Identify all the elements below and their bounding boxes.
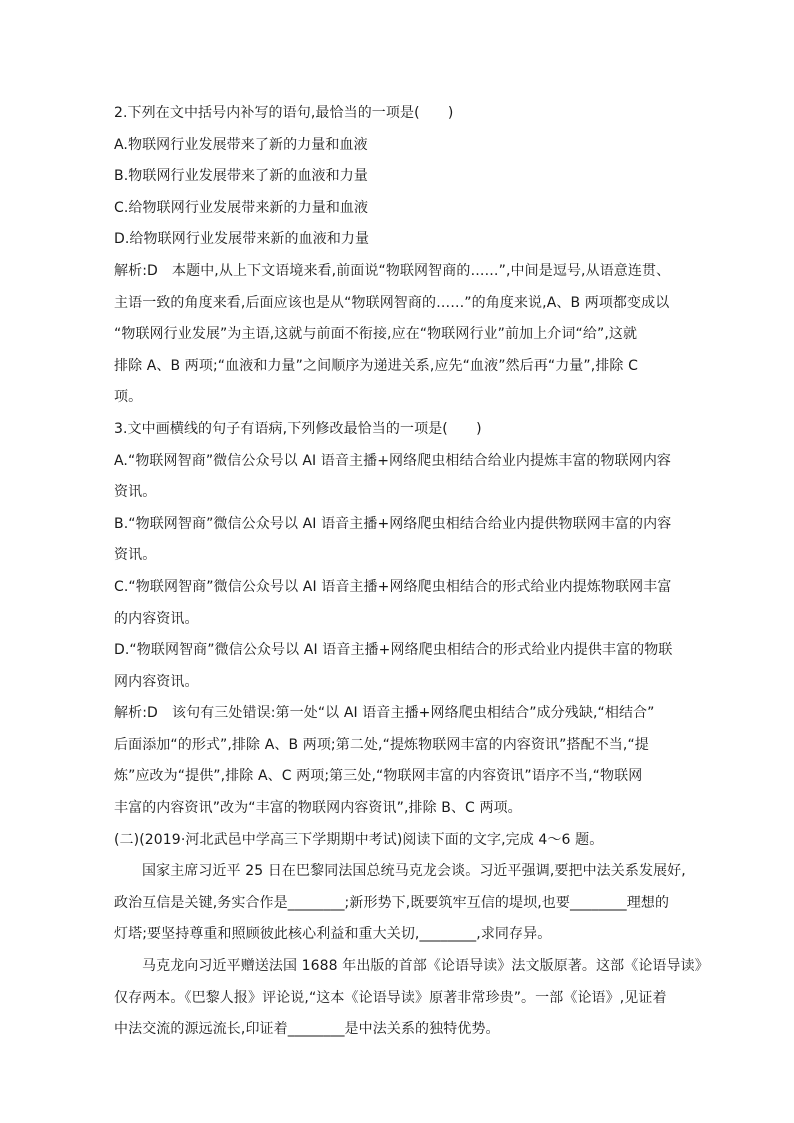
question-3-stem: 3.文中画横线的句子有语病,下列修改最恰当的一项是( ) [114,420,482,437]
passage-paragraph-1-line: 灯塔;要坚持尊重和照顾彼此核心利益和重大关切,________,求同存异。 [114,926,552,943]
question-2-analysis-line: “物联网行业发展”为主语,这就与前面不衔接,应在“物联网行业”前加上介词“给”,这就 [114,326,638,343]
question-3-option-line: C.“物联网智商”微信公众号以 AI 语音主播+网络爬虫相结合的形式给业内提炼物联网丰富 [114,578,672,595]
question-2-option-a: A.物联网行业发展带来了新的力量和血液 [114,136,368,153]
question-3-option-line: 资讯。 [114,547,157,564]
passage-paragraph-2-line: 马克龙向习近平赠送法国 1688 年出版的首部《论语导读》法文版原著。这部《论语导读》 [142,958,709,975]
question-3-analysis-line: 后面添加“的形式”,排除 A、B 两项;第二处,“提炼物联网丰富的内容资讯”搭配不当,“提 [114,736,649,753]
question-2-analysis-line: 解析:D 本题中,从上下文语境来看,前面说“物联网智商的……”,中间是逗号,从语意连贯、 [114,262,671,279]
question-3-analysis-line: 解析:D 该句有三处错误:第一处“以 AI 语音主播+网络爬虫相结合”成分残缺,“相结合” [114,705,655,722]
question-3-option-line: 资讯。 [114,484,157,501]
passage-paragraph-1-line: 国家主席习近平 25 日在巴黎同法国总统马克龙会谈。习近平强调,要把中法关系发展好, [142,863,686,880]
question-2-analysis-line: 主语一致的角度来看,后面应该也是从“物联网智商的……”的角度来说,A、B 两项都变成以 [114,294,670,311]
question-2-analysis-line: 排除 A、B 两项;“血液和力量”之间顺序为递进关系,应先“血液”然后再“力量”,排除 C [114,357,638,374]
document-page [114,98,709,1046]
question-3-analysis-line: 炼”应改为“提供”,排除 A、C 两项;第三处,“物联网丰富的内容资讯”语序不当,“物联网 [114,768,643,785]
question-2-option-d: D.给物联网行业发展带来新的血液和力量 [114,231,370,248]
question-3-option-line: B.“物联网智商”微信公众号以 AI 语音主播+网络爬虫相结合给业内提供物联网丰富的内容 [114,515,672,532]
passage-paragraph-2-line: 中法交流的源远流长,印证着________是中法关系的独特优势。 [114,1021,500,1038]
question-3-option-line: 网内容资讯。 [114,673,199,690]
question-2-option-c: C.给物联网行业发展带来新的力量和血液 [114,199,369,216]
passage-paragraph-2-line: 仅存两本。《巴黎人报》评论说,“这本《论语导读》原著非常珍贵”。一部《论语》,见证着 [114,989,667,1006]
section-2-header: (二)(2019·河北武邑中学高三下学期期中考试)阅读下面的文字,完成 4～6 题。 [114,831,604,848]
question-2-stem: 2.下列在文中括号内补写的语句,最恰当的一项是( ) [114,105,454,121]
question-3-option-line: D.“物联网智商”微信公众号以 AI 语音主播+网络爬虫相结合的形式给业内提供丰富的物联 [114,642,673,659]
question-2-option-b: B.物联网行业发展带来了新的血液和力量 [114,168,368,185]
question-3-option-line: A.“物联网智商”微信公众号以 AI 语音主播+网络爬虫相结合给业内提炼丰富的物联网内容 [114,452,672,469]
question-2-analysis-line: 项。 [114,389,143,406]
question-3-option-line: 的内容资讯。 [114,610,199,627]
question-3-analysis-line: 丰富的内容资讯”改为“丰富的物联网内容资讯”,排除 B、C 两项。 [114,800,522,817]
passage-paragraph-1-line: 政治互信是关键,务实合作是________;新形势下,既要筑牢互信的堤坝,也要________理想的 [114,894,670,911]
